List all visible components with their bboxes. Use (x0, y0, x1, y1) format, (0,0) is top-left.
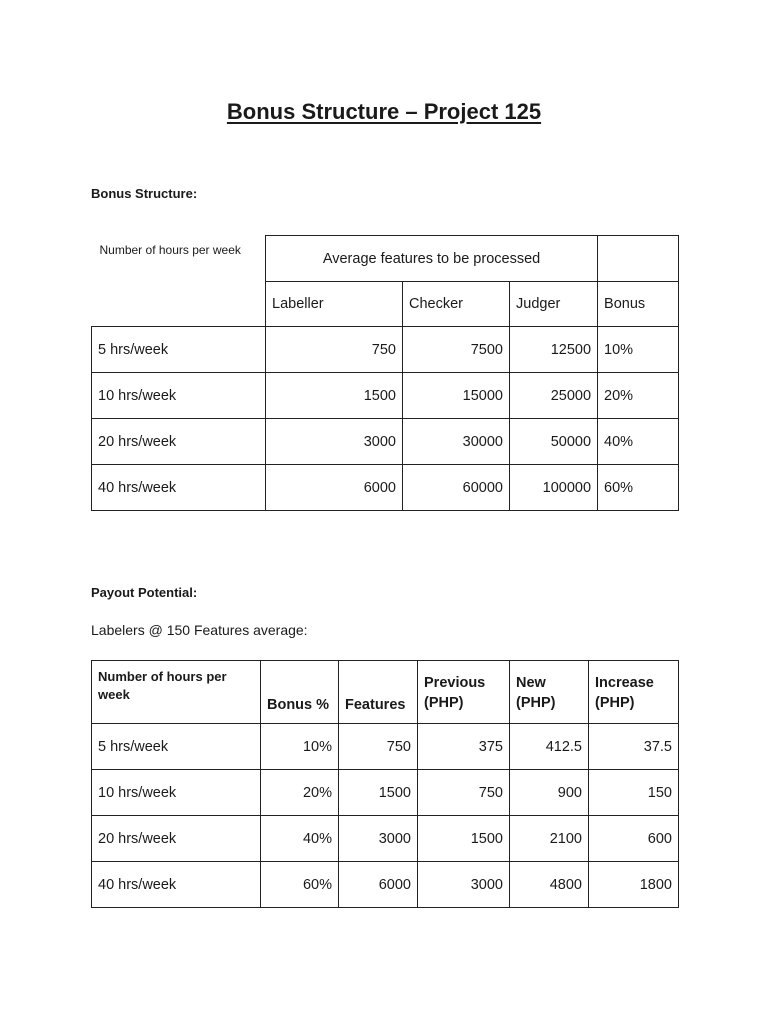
checker-cell: 7500 (403, 327, 510, 373)
table-row (92, 465, 679, 511)
bonus-cell: 20% (598, 373, 679, 419)
hours-cell: 5 hrs/week (92, 724, 261, 770)
increase-php-cell: 150 (589, 770, 679, 816)
document-title: Bonus Structure – Project 125 (226, 99, 542, 124)
new-php-cell: 412.5 (510, 724, 589, 770)
labeller-column-header: Labeller (266, 282, 403, 327)
new-php-cell: 2100 (510, 816, 589, 862)
empty-header-cell (598, 236, 679, 282)
labeller-cell: 3000 (266, 419, 403, 465)
checker-cell: 60000 (403, 465, 510, 511)
table-header-row (92, 236, 679, 282)
previous-php-cell: 750 (418, 770, 510, 816)
judger-cell: 100000 (510, 465, 598, 511)
features-cell: 6000 (339, 862, 418, 908)
bonus-cell: 60% (598, 465, 679, 511)
bonus-structure-table (91, 235, 679, 511)
features-column-header: Features (339, 661, 418, 724)
judger-cell: 50000 (510, 419, 598, 465)
increase-php-column-header: Increase (PHP) (589, 661, 679, 724)
judger-cell: 25000 (510, 373, 598, 419)
bonus-structure-heading: Bonus Structure: (91, 186, 198, 201)
increase-php-cell: 600 (589, 816, 679, 862)
new-php-cell: 900 (510, 770, 589, 816)
checker-cell: 30000 (403, 419, 510, 465)
hours-cell: 5 hrs/week (92, 327, 266, 373)
hours-cell: 40 hrs/week (92, 465, 266, 511)
bonus-percent-cell: 40% (261, 816, 339, 862)
hours-cell: 20 hrs/week (92, 419, 266, 465)
labeller-cell: 750 (266, 327, 403, 373)
checker-cell: 15000 (403, 373, 510, 419)
hours-cell: 10 hrs/week (92, 770, 261, 816)
judger-cell: 12500 (510, 327, 598, 373)
features-cell: 3000 (339, 816, 418, 862)
hours-column-header: Number of hours per week (92, 661, 261, 724)
bonus-percent-cell: 20% (261, 770, 339, 816)
table-row (92, 327, 679, 373)
labelers-average-subheading: Labelers @ 150 Features average: (91, 622, 308, 638)
bonus-percent-column-header: Bonus % (261, 661, 339, 724)
increase-php-cell: 1800 (589, 862, 679, 908)
hours-column-header: Number of hours per week (92, 236, 266, 327)
features-cell: 1500 (339, 770, 418, 816)
previous-php-column-header: Previous (PHP) (418, 661, 510, 724)
features-cell: 750 (339, 724, 418, 770)
bonus-column-header: Bonus (598, 282, 679, 327)
bonus-cell: 10% (598, 327, 679, 373)
previous-php-cell: 3000 (418, 862, 510, 908)
bonus-cell: 40% (598, 419, 679, 465)
payout-potential-heading: Payout Potential: (91, 585, 198, 600)
judger-column-header: Judger (510, 282, 598, 327)
new-php-column-header: New (PHP) (510, 661, 589, 724)
average-features-header: Average features to be processed (266, 236, 598, 282)
previous-php-cell: 375 (418, 724, 510, 770)
previous-php-cell: 1500 (418, 816, 510, 862)
table-row (92, 419, 679, 465)
new-php-cell: 4800 (510, 862, 589, 908)
table-row (92, 770, 679, 816)
table-row (92, 373, 679, 419)
hours-cell: 20 hrs/week (92, 816, 261, 862)
checker-column-header: Checker (403, 282, 510, 327)
table-row (92, 816, 679, 862)
table-row (92, 724, 679, 770)
increase-php-cell: 37.5 (589, 724, 679, 770)
labeller-cell: 6000 (266, 465, 403, 511)
bonus-percent-cell: 60% (261, 862, 339, 908)
payout-potential-table (91, 660, 679, 908)
table-header-row (92, 661, 679, 724)
table-row (92, 862, 679, 908)
bonus-percent-cell: 10% (261, 724, 339, 770)
labeller-cell: 1500 (266, 373, 403, 419)
hours-cell: 10 hrs/week (92, 373, 266, 419)
hours-cell: 40 hrs/week (92, 862, 261, 908)
